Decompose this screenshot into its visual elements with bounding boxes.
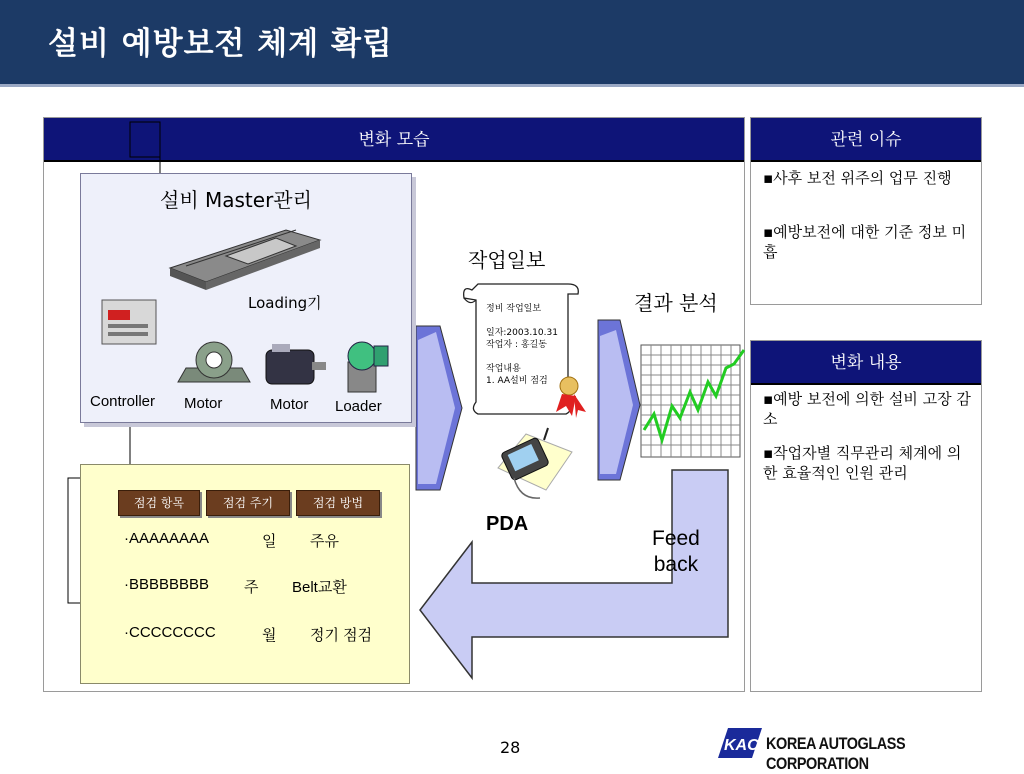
loader-label: Loader (335, 398, 382, 415)
inspection-item: ·CCCCCCCC (124, 624, 216, 641)
inspection-cycle: 일 (262, 533, 277, 550)
result-analysis-title: 결과 분석 (634, 291, 718, 315)
page-title: 설비 예방보전 체계 확립 (48, 26, 393, 62)
controller-icon (100, 296, 158, 348)
issues-panel (750, 117, 982, 305)
inspection-cycle: 주 (244, 579, 259, 596)
result-chart (641, 345, 744, 457)
inspection-item: ·AAAAAAAA (124, 530, 210, 547)
motor-icon (262, 340, 328, 392)
issues-header: 관련 이슈 (751, 118, 981, 162)
change-view-header: 변화 모습 (44, 118, 744, 162)
doc-line: 일자:2003.10.31 (486, 328, 558, 338)
svg-text:KAC: KAC (724, 737, 759, 754)
chip-inspection-method: 점검 방법 (296, 490, 380, 516)
motor-bearing-icon (172, 338, 256, 388)
motor-label: Motor (270, 396, 309, 413)
change-item: ▪예방 보전에 의한 설비 고장 감소 (763, 390, 971, 428)
inspection-cycle: 월 (262, 627, 277, 644)
inspection-method: 정기 점검 (310, 627, 373, 644)
changes-header: 변화 내용 (751, 341, 981, 385)
feedback-line: back (653, 553, 699, 576)
change-item: ▪작업자별 직무관리 체계에 의한 효율적인 인원 관리 (763, 444, 962, 482)
equipment-master-label: 설비 Master관리 (160, 188, 312, 212)
page-number: 28 (500, 738, 521, 757)
feedback-label (652, 526, 700, 578)
connector-bracket (130, 122, 160, 157)
inspection-item: ·BBBBBBBB (124, 576, 210, 593)
company-name: KOREA AUTOGLASS CORPORATION (766, 734, 906, 773)
issue-item: ▪예방보전에 대한 기준 정보 미흡 (763, 223, 967, 261)
loading-machine-label: Loading기 (248, 294, 322, 312)
chip-inspection-item: 점검 항목 (118, 490, 200, 516)
inspection-method: Belt교환 (292, 579, 347, 596)
right-arrow-icon (598, 320, 640, 480)
doc-line: 1. AA설비 점검 (486, 376, 548, 386)
kac-logo-icon (718, 728, 762, 758)
motor-label: Motor (184, 395, 223, 412)
work-report-title: 작업일보 (468, 248, 546, 272)
right-arrow-icon (416, 326, 462, 490)
doc-line: 작업내용 (486, 364, 521, 374)
pda-label: PDA (486, 513, 529, 535)
issue-item: ▪사후 보전 위주의 업무 진행 (763, 169, 952, 187)
doc-line: 정비 작업일보 (486, 304, 542, 314)
changes-panel (750, 340, 982, 692)
pda-device-icon (498, 428, 572, 498)
loader-icon (338, 340, 392, 396)
feedback-line: Feed (652, 527, 700, 550)
doc-line: 작업자 : 홍길동 (486, 340, 547, 350)
loading-machine-icon (166, 216, 324, 292)
chip-inspection-cycle: 점검 주기 (206, 490, 290, 516)
controller-label: Controller (90, 393, 156, 410)
inspection-method: 주유 (310, 533, 339, 550)
